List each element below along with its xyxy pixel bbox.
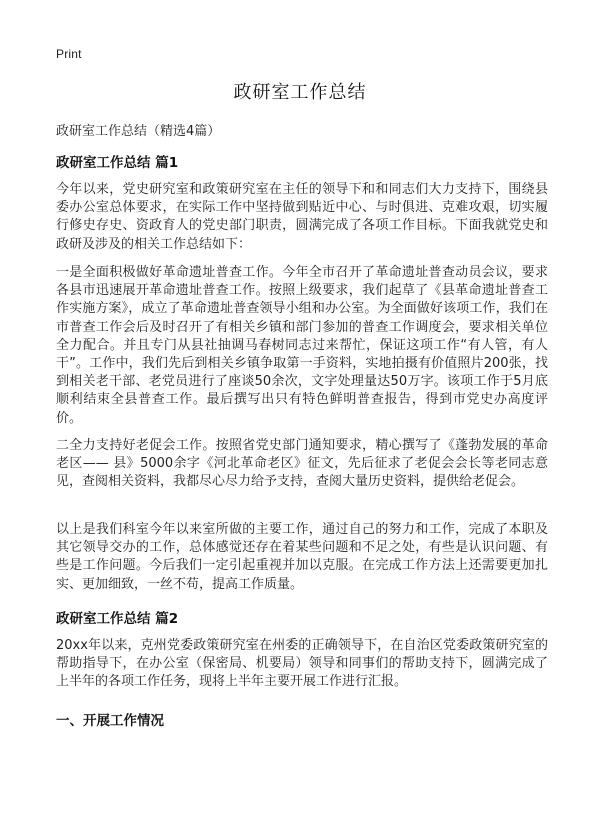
print-label[interactable]: Print xyxy=(56,47,82,61)
paragraph-2-1: 20xx年以来，克州党委政策研究室在州委的正确领导下，在自治区党委政策研究室的帮助指导下，在办公室（保密局、机要局）领导和同事们的帮助支持下，圆满完成了上半年的各项工作任务，现将上半年主要开展工作进行汇报。 xyxy=(56,638,548,690)
paragraph-1-2: 一是全面积极做好革命遗址普查工作。今年全市召开了革命遗址普查动员会议，要求各县市迅速展开革命遗址普查工作。按照上级要求，我们起草了《县革命遗址普查工作实施方案》，成立了革命遗址普查领导小组和办公室。为全面做好该项工作，我们在市普查工作会后及时召开了有相关乡镇和部门参加的普查工作调度会，要求相关单位全力配合。并且专门从县社抽调马春树同志过来帮忙，保证这项工作“有人管，有人干”。工作中，我们先后到相关乡镇争取第一手资料，实地拍摄有价值照片200张，找到相关老干部、老党员进行了座谈50余次，文字处理量达50万字。该项工作于5月底顺利结束全县普查工作。最后撰写出只有特色鲜明普查报告，得到市党史办高度评价。 xyxy=(56,265,548,426)
paragraph-1-4: 以上是我们科室今年以来室所做的主要工作，通过自己的努力和工作，完成了本职及其它领导交办的工作，总体感觉还存在着某些问题和不足之处，有些是认识问题、有些是工作问题。今后我们一定引起重视并加以克服。在完成工作方法上还需要更加扎实、更加细致，一丝不苟，提高工作质量。 xyxy=(56,522,548,592)
document-title: 政研室工作总结 xyxy=(233,82,367,103)
paragraph-1-3: 二全力支持好老促会工作。按照省党史部门通知要求，精心撰写了《蓬勃发展的革命老区—— 县》5000余字《河北革命老区》征文，先后征求了老促会会长等老同志意见，查阅相关资料，我都尽心尽力给予支持，查阅大量历史资料，提供给老促会。 xyxy=(56,438,548,490)
section-heading-3: 一、开展工作情况 xyxy=(56,713,164,729)
section-heading-2: 政研室工作总结 篇2 xyxy=(56,611,179,627)
paragraph-1-1: 今年以来，党史研究室和政策研究室在主任的领导下和和同志们大力支持下，围绕县委办公室总体要求，在实际工作中坚持做到贴近中心、与时俱进、克难攻艰，切实履行修史存史、资政育人的党史部门职责，圆满完成了各项工作目标。下面我就党史和政研及涉及的相关工作总结如下： xyxy=(56,182,548,252)
document-subtitle: 政研室工作总结（精选4篇） xyxy=(56,124,221,139)
section-heading-1: 政研室工作总结 篇1 xyxy=(56,155,179,171)
